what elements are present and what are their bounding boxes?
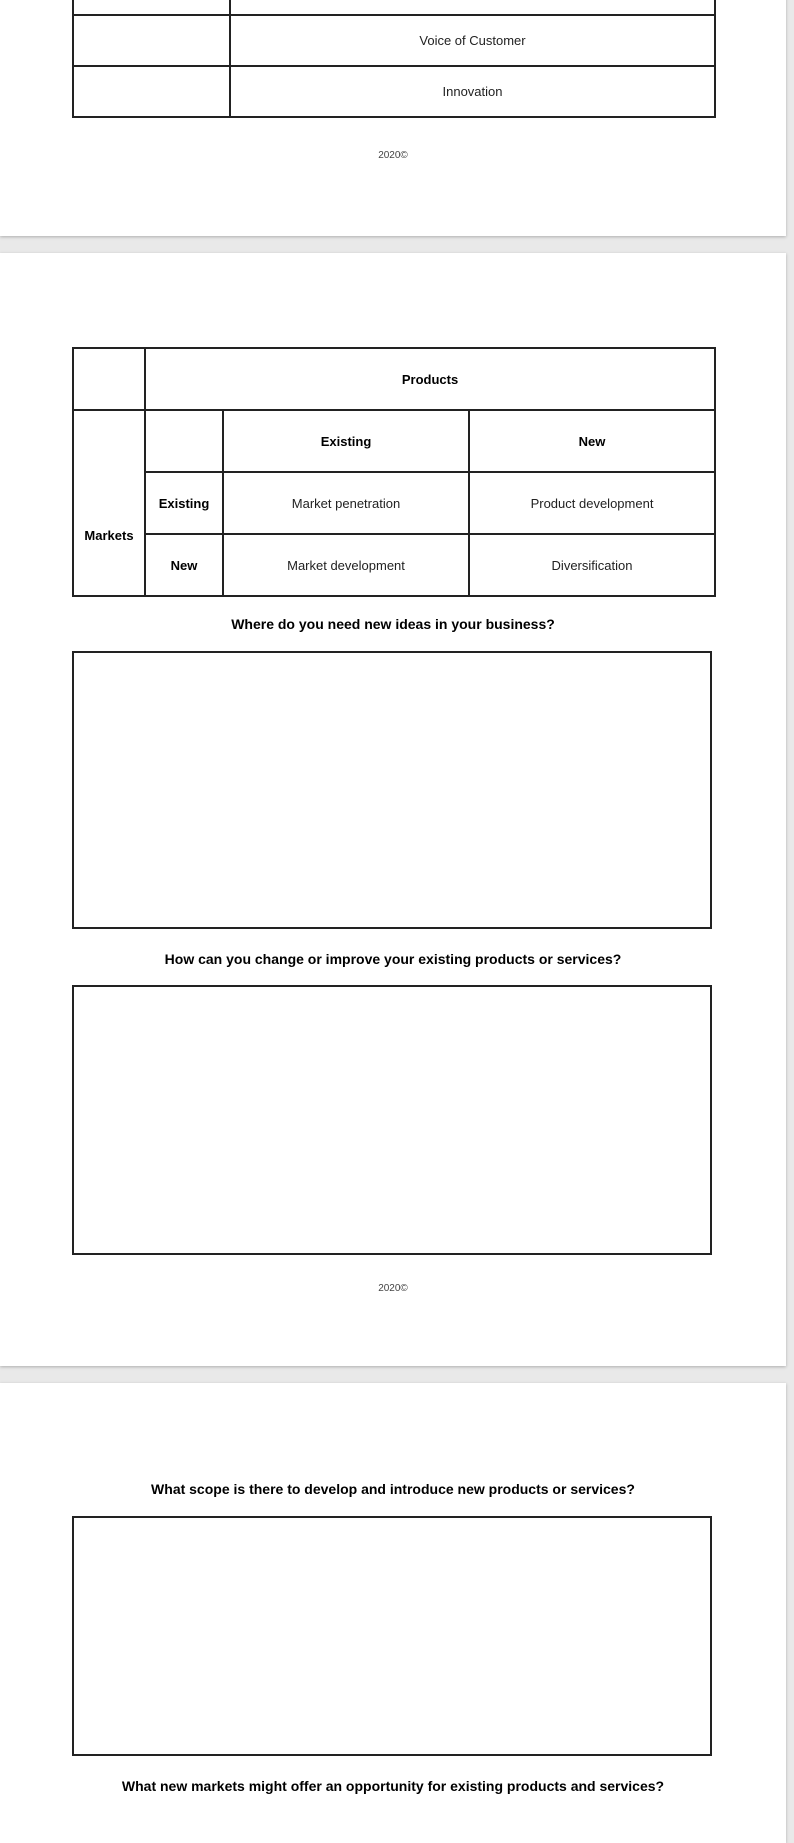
question-new-products-scope: What scope is there to develop and introduce new products or services? [151,1481,635,1497]
table-cell: Innovation [230,66,715,117]
table-row [73,0,715,15]
page-footer-copyright: 2020© [378,150,408,161]
markets-header: Markets [73,410,145,596]
existing-products-header: Existing [223,410,469,472]
new-products-header: New [469,410,715,472]
table-cell [230,0,715,15]
table-cell [73,15,230,66]
question-new-ideas: Where do you need new ideas in your business? [231,616,555,632]
table-row [73,472,715,534]
page-footer-copyright: 2020© [378,1283,408,1294]
market-penetration-cell: Market penetration [223,472,469,534]
products-header: Products [145,348,715,410]
table-cell [73,66,230,117]
table-row [73,348,715,410]
table-row [73,534,715,596]
answer-box-improve-products[interactable] [72,985,712,1255]
table-row [73,15,715,66]
document-page-3 [0,1383,786,1843]
table-row [73,66,715,117]
diversification-cell: Diversification [469,534,715,596]
answer-box-new-products-scope[interactable] [72,1516,712,1756]
table-cell [73,348,145,410]
existing-markets-header: Existing [145,472,223,534]
table-row [73,410,715,472]
answer-box-new-ideas[interactable] [72,651,712,929]
market-development-cell: Market development [223,534,469,596]
ansoff-matrix-table [72,347,716,597]
document-page-2 [0,253,786,1366]
new-markets-header: New [145,534,223,596]
question-new-markets: What new markets might offer an opportunity for existing products and services? [121,1778,665,1794]
document-page-1 [0,0,786,236]
table-cell: Voice of Customer [230,15,715,66]
question-improve-products: How can you change or improve your existing products or services? [164,951,622,967]
table-cell [145,410,223,472]
page1-table [72,0,716,118]
table-cell [73,0,230,15]
product-development-cell: Product development [469,472,715,534]
